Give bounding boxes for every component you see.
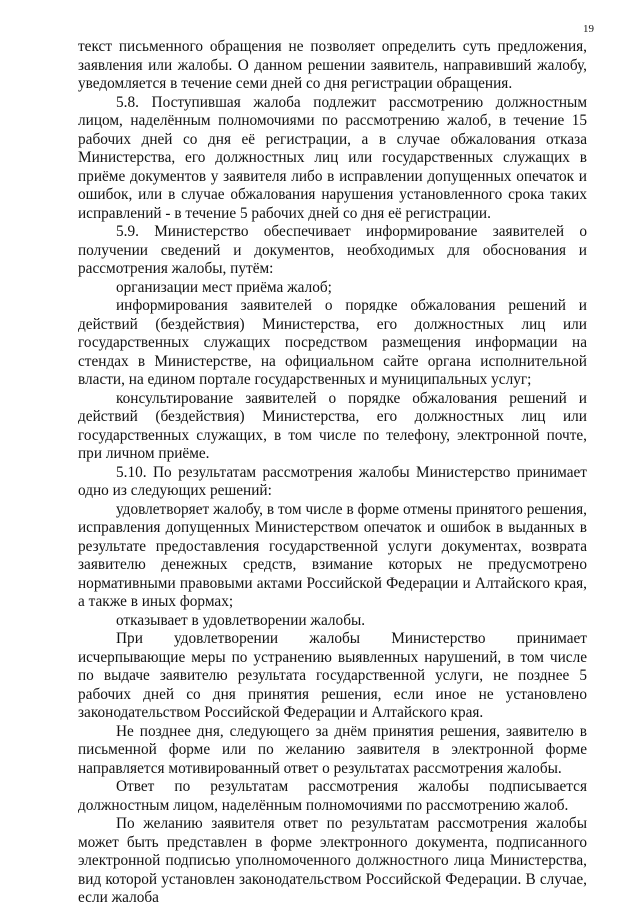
paragraph: 5.10. По результатам рассмотрения жалобы Министерство принимает одно из следующих решений: [78,463,587,499]
paragraph: удовлетворяет жалобу, в том числе в форме отмены принятого решения, исправления допущенных Министерством опечаток и ошибок в выданных в результате предоставления государственной услуги документах, возврата заявителю денежных средств, взимание которых не предусмотрено нормативными правовыми актами Российской Федерации и Алтайского края, а также в иных формах; [78,500,587,610]
paragraph: информирования заявителей о порядке обжалования решений и действий (бездействия) Министерства, его должностных лиц или государственных служащих посредством размещения информации на стендах в Министерстве, на официальном сайте органа исполнительной власти, на едином портале государственных и муниципальных услуг; [78,297,587,388]
paragraph: консультирование заявителей о порядке обжалования решений и действий (бездействия) Министерства, его должностных лиц или государственных служащих, в том числе по телефону, электронной почте, при личном приёме. [78,389,587,462]
paragraph: 5.9. Министерство обеспечивает информирование заявителей о получении сведений и документов, необходимых для обоснования и рассмотрения жалобы, путём: [78,223,587,277]
paragraph: текст письменного обращения не позволяет определить суть предложения, заявления или жалобы. О данном решении заявитель, направивший жалобу, уведомляется в течение семи дней со дня регистрации обращения. [78,38,587,92]
document-body [78,38,587,908]
paragraph: организации мест приёма жалоб; [116,278,332,296]
paragraph: При удовлетворении жалобы Министерство принимает исчерпывающие меры по устранению выявленных нарушений, в том числе по выдаче заявителю результата государственной услуги, не позднее 5 рабочих дней со дня принятия решения, если иное не установлено законодательством Российской Федерации и Алтайского края. [78,630,587,721]
paragraph: 5.8. Поступившая жалоба подлежит рассмотрению должностным лицом, наделённым полномочиями по рассмотрению жалоб, в течение 15 рабочих дней со дня её регистрации, а в случае обжалования отказа Министерства, его должностных лиц или государственных служащих в приёме документов у заявителя либо в исправлении допущенных опечаток и ошибок, или в случае обжалования нарушения установленного срока таких исправлений - в течение 5 рабочих дней со дня её регистрации. [78,93,587,222]
paragraph: Ответ по результатам рассмотрения жалобы подписывается должностным лицом, наделённым полномочиями по рассмотрению жалоб. [78,778,587,814]
paragraph: отказывает в удовлетворении жалобы. [116,611,366,629]
paragraph: По желанию заявителя ответ по результатам рассмотрения жалобы может быть представлен в форме электронного документа, подписанного электронной подписью уполномоченного должностного лица Министерства, вид которой установлен законодательством Российской Федерации. В случае, если жалоба [78,815,587,906]
paragraph: Не позднее дня, следующего за днём принятия решения, заявителю в письменной форме или по желанию заявителя в электронной форме направляется мотивированный ответ о результатах рассмотрения жалобы. [78,722,587,777]
page-number: 19 [583,23,594,35]
